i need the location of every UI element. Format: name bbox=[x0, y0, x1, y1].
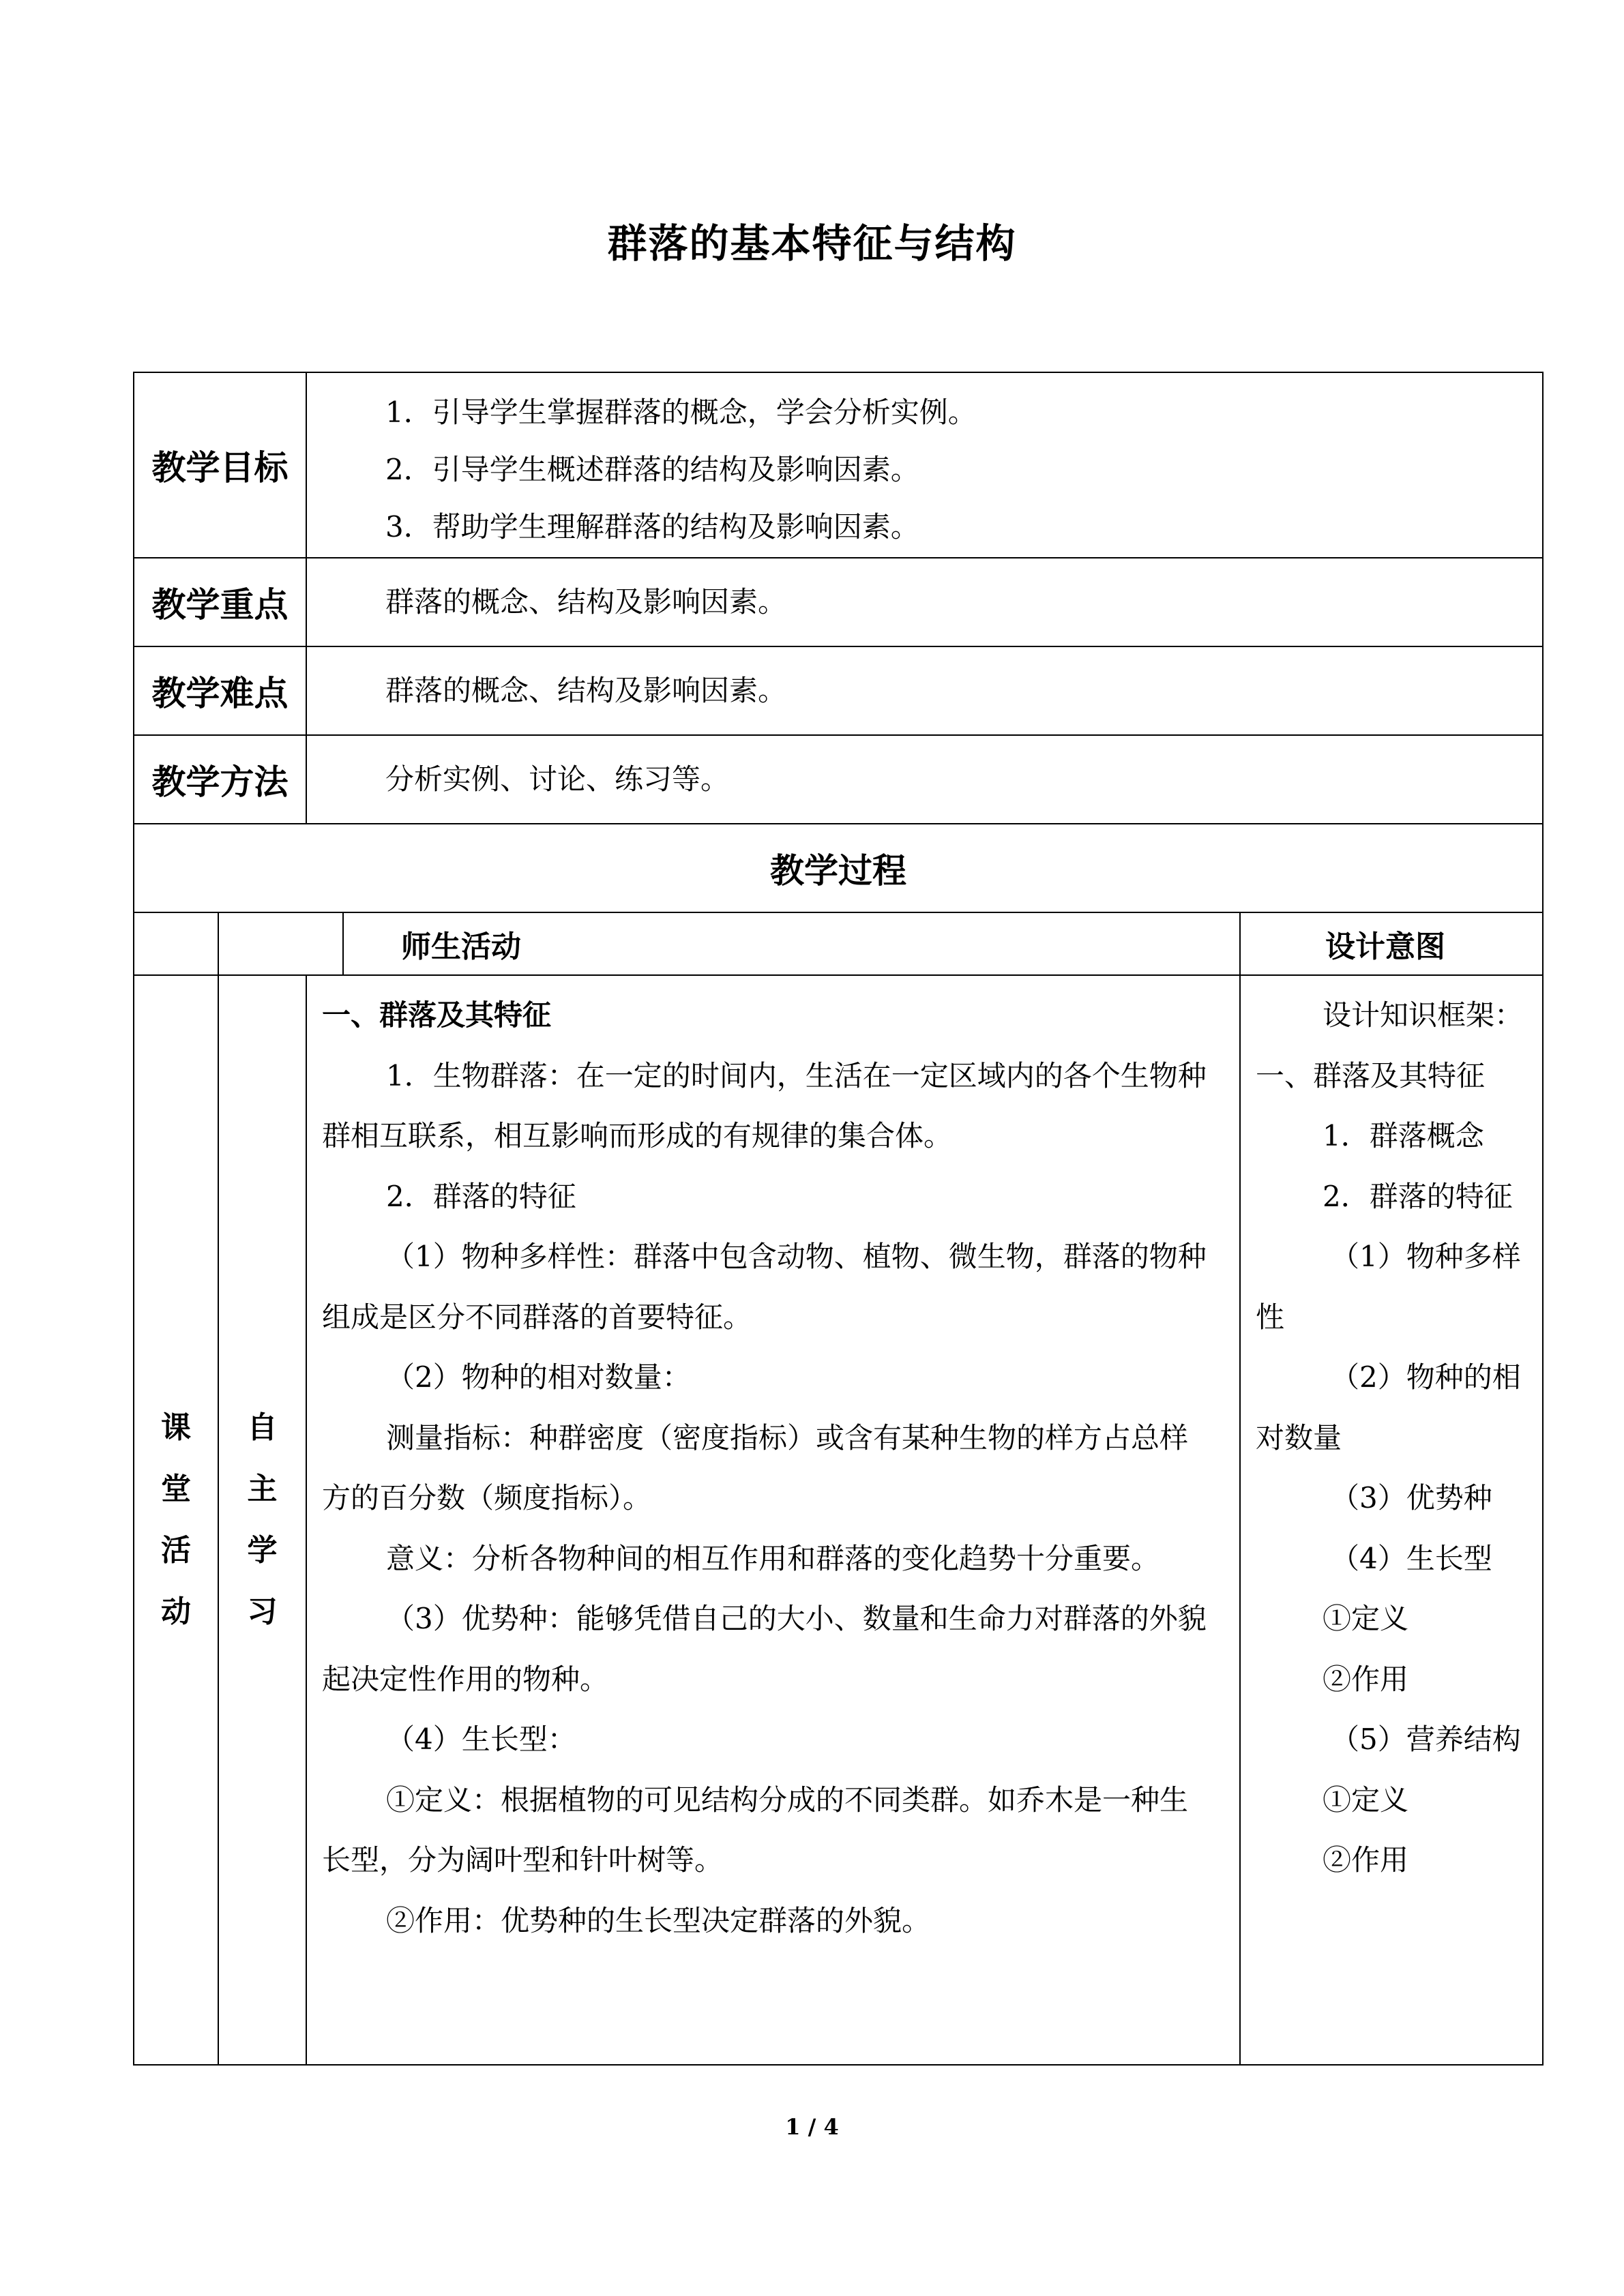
design-item: （1）物种多样性 bbox=[1256, 1240, 1521, 1334]
difficulty-row bbox=[134, 646, 1543, 735]
key-point-text: 群落的概念、结构及影响因素。 bbox=[306, 558, 1543, 646]
method-text: 分析实例、讨论、练习等。 bbox=[306, 735, 1543, 824]
activity-paragraph: （1）物种多样性：群落中包含动物、植物、微生物，群落的物种组成是区分不同群落的首要特征。 bbox=[322, 1240, 1207, 1334]
design-item: ①定义 bbox=[1323, 1602, 1409, 1635]
difficulty-label: 教学难点 bbox=[134, 646, 306, 735]
section-label-self-study: 自 主 学 习 bbox=[218, 975, 306, 2065]
column-header-row bbox=[134, 912, 1543, 975]
design-item: 1．群落概念 bbox=[1323, 1119, 1484, 1152]
process-heading: 教学过程 bbox=[134, 824, 1543, 912]
activity-header: 师生活动 bbox=[343, 912, 1240, 975]
goal-item: 2．引导学生概述群落的结构及影响因素。 bbox=[385, 453, 919, 486]
goal-content bbox=[306, 372, 1543, 558]
activity-paragraph: 测量指标：种群密度（密度指标）或含有某种生物的样方占总样方的百分数（频度指标）。 bbox=[322, 1420, 1189, 1515]
activity-paragraph: ②作用：优势种的生长型决定群落的外貌。 bbox=[386, 1903, 931, 1937]
self-study-row bbox=[134, 975, 1543, 2065]
activity-paragraph: （3）优势种：能够凭借自己的大小、数量和生命力对群落的外貌起决定性作用的物种。 bbox=[322, 1602, 1207, 1696]
goal-label: 教学目标 bbox=[134, 372, 306, 558]
document-title: 群落的基本特征与结构 bbox=[607, 220, 1017, 267]
key-point-row bbox=[134, 558, 1543, 646]
lesson-plan-table bbox=[133, 372, 1544, 2066]
activity-content bbox=[306, 975, 1240, 2065]
empty-header-cell bbox=[134, 912, 218, 975]
goal-row bbox=[134, 372, 1543, 558]
key-point-label: 教学重点 bbox=[134, 558, 306, 646]
process-heading-row bbox=[134, 824, 1543, 912]
design-item: 2．群落的特征 bbox=[1323, 1179, 1513, 1213]
method-label: 教学方法 bbox=[134, 735, 306, 824]
page-number: 1 / 4 bbox=[785, 2114, 839, 2140]
design-item: ②作用 bbox=[1323, 1843, 1409, 1877]
goal-item: 1．引导学生掌握群落的概念，学会分析实例。 bbox=[385, 396, 977, 429]
design-item: （5）营养结构 bbox=[1331, 1723, 1521, 1756]
activity-heading: 一、群落及其特征 bbox=[322, 998, 552, 1032]
activity-paragraph: （2）物种的相对数量： bbox=[386, 1360, 691, 1394]
goal-item: 3．帮助学生理解群落的结构及影响因素。 bbox=[385, 510, 919, 543]
method-row bbox=[134, 735, 1543, 824]
activity-paragraph: （4）生长型： bbox=[386, 1723, 576, 1756]
difficulty-text: 群落的概念、结构及影响因素。 bbox=[306, 646, 1543, 735]
section-label-classroom-activity: 课 堂 活 动 bbox=[134, 975, 218, 2065]
design-content bbox=[1240, 975, 1543, 2065]
design-header: 设计意图 bbox=[1240, 912, 1543, 975]
design-item: （3）优势种 bbox=[1331, 1481, 1492, 1515]
empty-header-cell bbox=[218, 912, 343, 975]
design-item: ②作用 bbox=[1323, 1662, 1409, 1696]
design-item: （2）物种的相对数量 bbox=[1256, 1360, 1521, 1455]
design-item: （4）生长型 bbox=[1331, 1541, 1492, 1575]
activity-paragraph: ①定义：根据植物的可见结构分成的不同类群。如乔木是一种生长型，分为阔叶型和针叶树等。 bbox=[322, 1783, 1189, 1877]
design-item: ①定义 bbox=[1323, 1783, 1409, 1817]
design-item: 一、群落及其特征 bbox=[1256, 1058, 1486, 1092]
activity-paragraph: 1．生物群落：在一定的时间内，生活在一定区域内的各个生物种群相互联系，相互影响而形成的有规律的集合体。 bbox=[322, 1058, 1207, 1152]
activity-paragraph: 2．群落的特征 bbox=[386, 1179, 576, 1213]
activity-paragraph: 意义：分析各物种间的相互作用和群落的变化趋势十分重要。 bbox=[386, 1541, 1160, 1575]
design-item: 设计知识框架： bbox=[1323, 998, 1524, 1032]
